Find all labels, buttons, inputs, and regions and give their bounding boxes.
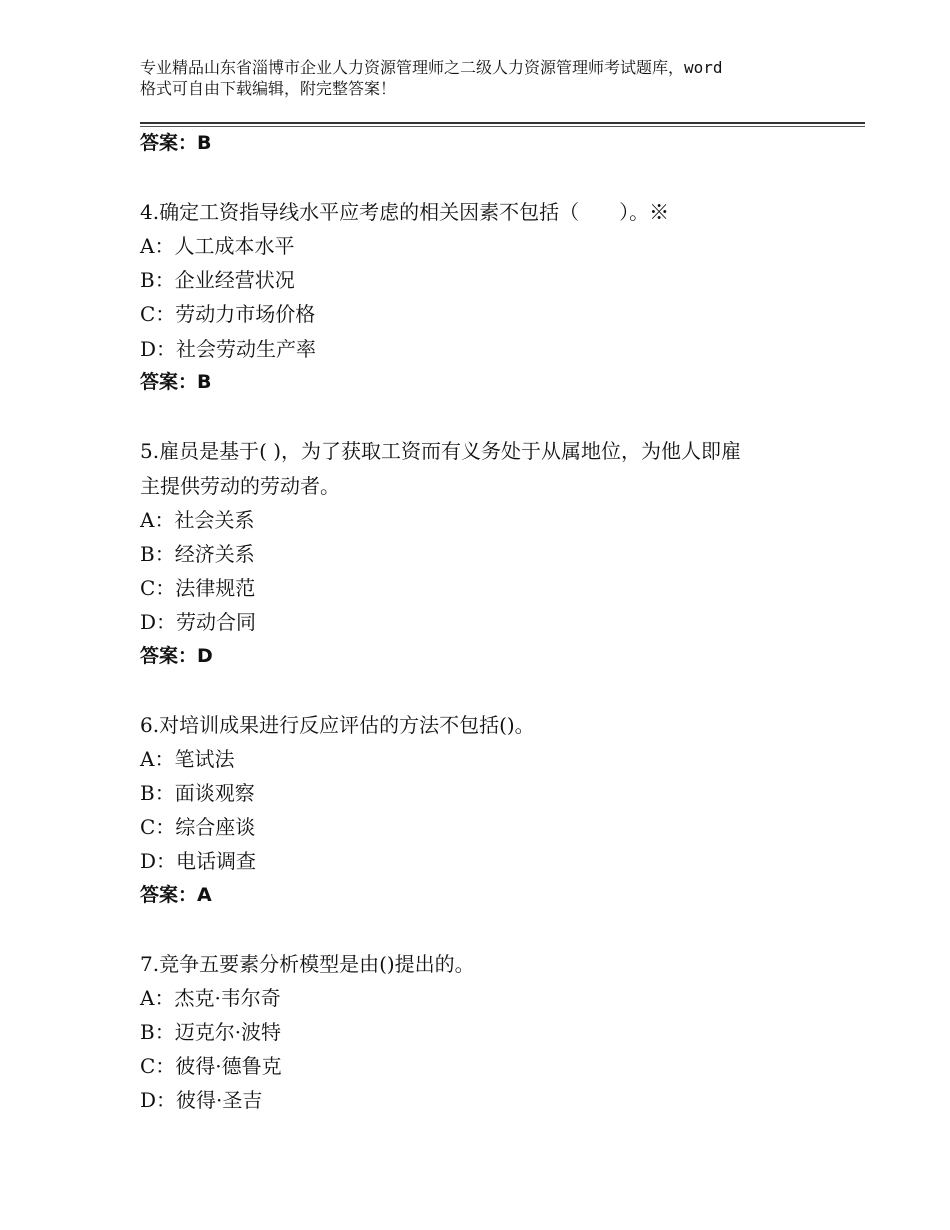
question-7-option-d: D：彼得·圣吉 [140, 1088, 263, 1112]
header-divider-thin [140, 126, 865, 127]
question-5-stem-continued: 主提供劳动的劳动者。 [140, 474, 340, 498]
question-7-option-a: A：杰克·韦尔奇 [140, 986, 281, 1010]
question-6-answer: 答案：A [140, 884, 212, 906]
question-4-stem: 4.确定工资指导线水平应考虑的相关因素不包括（ ）。※ [140, 200, 670, 224]
question-4-option-b: B：企业经营状况 [140, 268, 295, 292]
question-6-option-c: C：综合座谈 [140, 815, 256, 839]
question-4-option-a: A：人工成本水平 [140, 234, 295, 258]
question-5-stem: 5.雇员是基于( )，为了获取工资而有义务处于从属地位，为他人即雇 [140, 439, 742, 463]
question-4-option-c: C：劳动力市场价格 [140, 302, 316, 326]
question-6-option-d: D：电话调查 [140, 849, 257, 873]
question-5-option-c: C：法律规范 [140, 576, 256, 600]
document-header [140, 57, 840, 99]
question-5-option-a: A：社会关系 [140, 508, 255, 532]
question-6-option-a: A：笔试法 [140, 747, 235, 771]
question-5-option-d: D：劳动合同 [140, 610, 257, 634]
question-5-option-b: B：经济关系 [140, 542, 255, 566]
question-5-answer: 答案：D [140, 645, 213, 667]
question-7-option-b: B：迈克尔·波特 [140, 1020, 282, 1044]
question-7-stem: 7.竞争五要素分析模型是由()提出的。 [140, 952, 475, 976]
question-4-answer: 答案：B [140, 371, 212, 393]
header-title-line-2: 格式可自由下载编辑，附完整答案！ [140, 79, 397, 98]
question-4-option-d: D：社会劳动生产率 [140, 337, 317, 361]
answer-previous: 答案：B [140, 132, 212, 154]
question-6-option-b: B：面谈观察 [140, 781, 255, 805]
question-6-stem: 6.对培训成果进行反应评估的方法不包括()。 [140, 713, 535, 737]
header-divider-thick [140, 122, 865, 124]
question-7-option-c: C：彼得·德鲁克 [140, 1054, 282, 1078]
header-title-line-1: 专业精品山东省淄博市企业人力资源管理师之二级人力资源管理师考试题库，word [140, 58, 723, 77]
